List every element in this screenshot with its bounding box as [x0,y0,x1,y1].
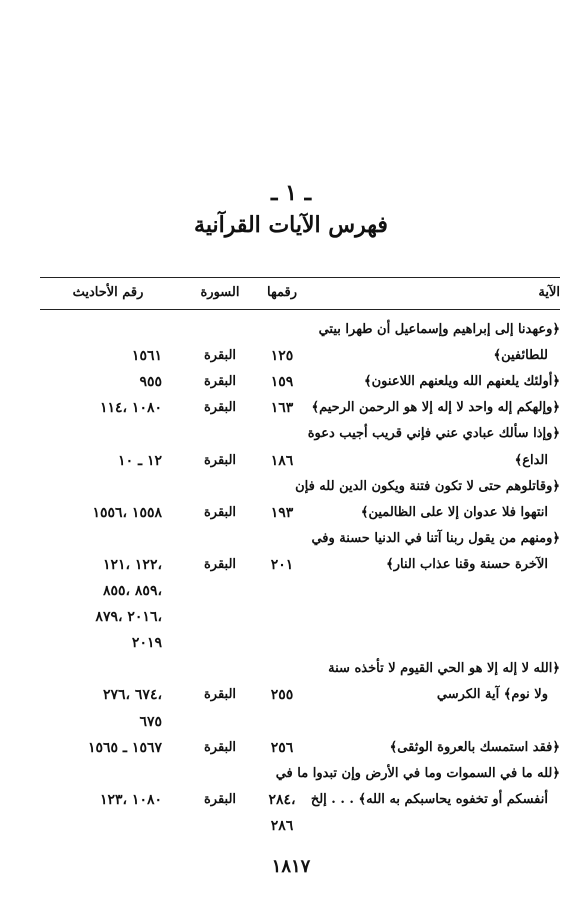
verse-text-line: ﴿الله لا إله إلا هو الحي القيوم لا تأخذه سنة [328,661,560,677]
verse-number: ٢٠١ [270,556,294,573]
hadith-numbers: ١٥٦٧ ـ ١٥٦٥ [87,739,162,756]
verse-text-line: ﴿لله ما في السموات وما في الأرض وإن تبدوا ما في [275,765,560,781]
header-verse-number: رقمها [267,285,297,300]
table-header-rule [40,309,560,310]
verse-text-line: أنفسكم أو تخفوه يحاسبكم به الله﴾ . . . إلخ [310,791,548,807]
hadith-numbers: ١٠٨٠ ،١١٤ [99,400,162,417]
verse-number: ٢٥٥ [270,687,294,704]
hadith-numbers: ١٥٥٨ ،١٥٥٦ [92,504,162,521]
hadith-numbers: ٢٠١٩ [131,635,162,652]
verse-text-line: ﴿أولئك يلعنهم الله ويلعنهم اللاعنون﴾ [364,374,560,390]
surah-name: البقرة [203,504,237,520]
verse-number: ٢٥٦ [270,739,294,756]
verse-text-line: للطائفين﴾ [493,348,548,364]
verse-text-line: ﴿وإلهكم إله واحد لا إله إلا هو الرحمن الرحيم﴾ [311,400,560,416]
hadith-numbers: ٦٧٥ [139,713,162,730]
verse-text-line: الآخرة حسنة وقنا عذاب النار﴾ [386,556,548,572]
hadith-numbers: ،٦٧٤ ،٢٧٦ [102,687,162,704]
hadith-numbers: ،١٢٢ ،١٢١ [102,556,162,573]
page-number: ١٨١٧ [271,856,311,877]
hadith-numbers: ،٢٠١٦ ،٨٧٩ [95,609,162,626]
verse-text-line: ﴿وقاتلوهم حتى لا تكون فتنة ويكون الدين لله فإن [295,478,560,494]
section-number: ـ ١ ـ [270,180,312,206]
table-top-rule [40,277,560,278]
surah-name: البقرة [203,400,237,416]
verse-text-line: انتهوا فلا عدوان إلا على الظالمين﴾ [360,504,548,520]
verse-number: ١٩٣ [270,504,294,521]
verse-number: ١٢٥ [270,348,294,365]
verse-number: ١٨٦ [270,452,294,469]
surah-name: البقرة [203,348,237,364]
verse-text-line: ﴿وإذا سألك عبادي عني فإني قريب أجيب دعوة [307,426,560,442]
verse-number: ١٥٩ [270,374,294,391]
surah-name: البقرة [203,687,237,703]
hadith-numbers: ١٠٨٠ ،١٢٣ [99,791,162,808]
verse-number: ،٢٨٤ [268,791,296,808]
surah-name: البقرة [203,452,237,468]
verse-text-line: ولا نوم﴾ آية الكرسي [436,687,548,703]
verse-text-line: الداع﴾ [514,452,548,468]
verse-text-line: ﴿فقد استمسك بالعروة الوثقى﴾ [389,739,560,755]
hadith-numbers: ١٢ ـ ١٠ [118,452,162,469]
hadith-numbers: ،٨٥٩ ،٨٥٥ [102,583,162,599]
hadith-numbers: ١٥٦١ [131,348,162,365]
surah-name: البقرة [203,791,237,807]
header-surah: السورة [200,285,240,300]
verse-number: ١٦٣ [270,400,294,417]
header-hadith-numbers: رقم الأحاديث [72,285,144,300]
verse-number: ٢٨٦ [270,817,294,834]
header-verse: الآية [538,285,560,300]
surah-name: البقرة [203,556,237,572]
hadith-numbers: ٩٥٥ [139,374,162,391]
surah-name: البقرة [203,374,237,390]
verse-text-line: ﴿وعهدنا إلى إبراهيم وإسماعيل أن طهرا بيتي [318,322,560,337]
verse-text-line: ﴿ومنهم من يقول ربنا آتنا في الدنيا حسنة وفي [311,530,560,546]
page-title: فهرس الآيات القرآنية [194,212,388,238]
surah-name: البقرة [203,739,237,755]
